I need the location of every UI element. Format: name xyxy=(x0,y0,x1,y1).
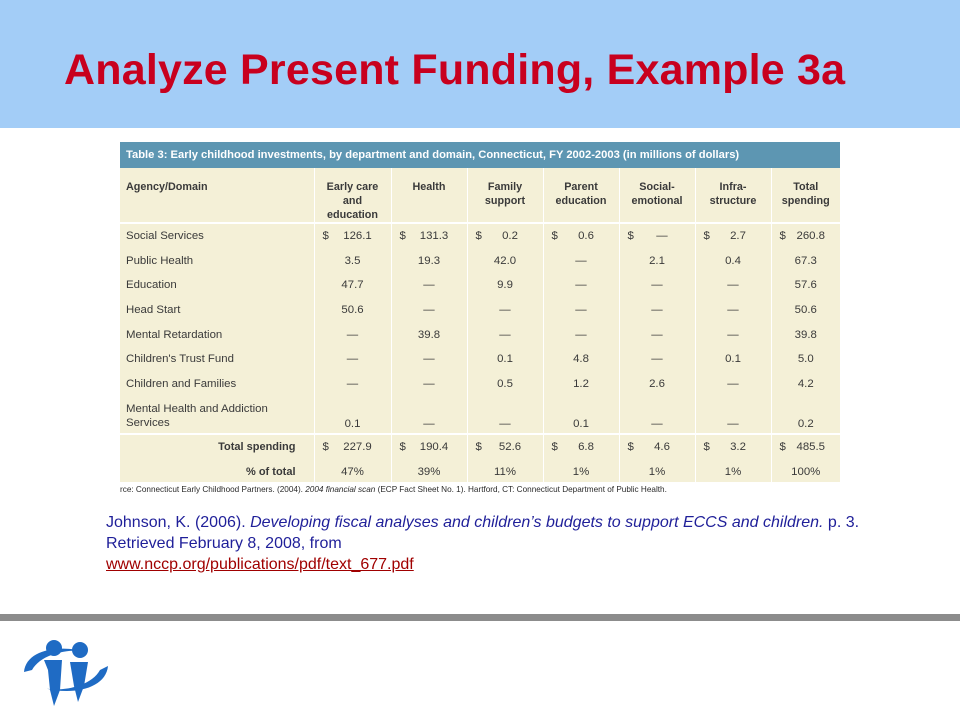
currency-symbol: $ xyxy=(551,230,558,243)
currency-symbol: $ xyxy=(703,441,710,454)
cell-value: 190.4 xyxy=(419,441,449,454)
col-header-social-emotional xyxy=(619,168,695,223)
col-header-line: support xyxy=(484,195,526,207)
cell-value: 4.6 xyxy=(654,441,670,454)
row-label: Mental Retardation xyxy=(126,328,223,341)
table-cell: 4.2 xyxy=(771,372,840,397)
table-row xyxy=(120,396,840,434)
funding-table-image xyxy=(120,142,840,482)
row-label: Head Start xyxy=(126,304,181,317)
table-cell: 2.6 xyxy=(619,372,695,397)
table-cell: — xyxy=(391,396,467,434)
table-cell: — xyxy=(467,298,543,323)
table-cell xyxy=(467,223,543,249)
table-cell: — xyxy=(619,298,695,323)
table-cell: 100% xyxy=(771,460,840,485)
row-label: Social Services xyxy=(126,230,204,243)
table-cell: — xyxy=(467,322,543,347)
cell-value: 131.3 xyxy=(419,230,449,243)
table-cell xyxy=(543,223,619,249)
table-cell: — xyxy=(695,372,771,397)
table-cell xyxy=(314,434,391,460)
cell-value: 6.8 xyxy=(578,441,594,454)
col-header-family-support xyxy=(467,168,543,223)
table-cell xyxy=(314,223,391,249)
table-cell: 0.1 xyxy=(695,347,771,372)
col-header-infrastructure xyxy=(695,168,771,223)
col-header-agency xyxy=(120,168,314,223)
citation-title: Developing fiscal analyses and children’s budgets to support ECCS and children. xyxy=(250,514,824,531)
percent-label: % of total xyxy=(246,466,296,479)
col-header-line: Early care xyxy=(326,181,379,193)
table-source-note xyxy=(120,485,667,494)
table-cell xyxy=(391,434,467,460)
table-cell xyxy=(695,223,771,249)
cell-value: 3.2 xyxy=(730,441,746,454)
col-header-total-spending xyxy=(771,168,840,223)
cell-value: 52.6 xyxy=(498,441,522,454)
col-header-early-care xyxy=(314,168,391,223)
table-cell: 11% xyxy=(467,460,543,485)
col-header-line: emotional xyxy=(631,195,683,207)
table-cell: 0.1 xyxy=(314,396,391,434)
col-header-line: spending xyxy=(781,195,830,207)
table-cell: — xyxy=(543,298,619,323)
citation-author: Johnson, K. (2006). xyxy=(106,514,251,531)
percent-row xyxy=(120,460,840,485)
table-cell xyxy=(467,434,543,460)
table-row xyxy=(120,347,840,372)
row-label: Education xyxy=(126,279,177,292)
currency-symbol: $ xyxy=(551,441,558,454)
table-cell: — xyxy=(391,372,467,397)
source-text: rce: Connecticut Early Childhood Partners. (2004). xyxy=(120,485,306,494)
table-cell: — xyxy=(314,372,391,397)
table-cell: 0.4 xyxy=(695,249,771,274)
currency-symbol: $ xyxy=(399,441,406,454)
table-cell xyxy=(695,434,771,460)
table-cell xyxy=(771,223,840,249)
source-text: (ECP Fact Sheet No. 1). Hartford, CT: Connecticut Department of Public Health. xyxy=(375,485,667,494)
cell-value: 126.1 xyxy=(343,230,372,243)
table-cell: — xyxy=(391,298,467,323)
table-cell: 0.1 xyxy=(543,396,619,434)
table-cell: — xyxy=(695,273,771,298)
table-row xyxy=(120,273,840,298)
table-cell xyxy=(619,223,695,249)
table-cell: — xyxy=(314,322,391,347)
row-label-line: Services xyxy=(126,417,170,430)
table-cell: 39.8 xyxy=(771,322,840,347)
col-header-line: Social- xyxy=(639,181,675,193)
cell-value: 2.7 xyxy=(730,230,746,243)
col-header-line: Total xyxy=(793,181,819,193)
slide-title: Analyze Present Funding, Example 3a xyxy=(64,46,846,94)
col-header-health xyxy=(391,168,467,223)
table-cell: 50.6 xyxy=(771,298,840,323)
citation-retrieved: p. 3. Retrieved February 8, 2008, from xyxy=(106,514,860,552)
table-cell: 2.1 xyxy=(619,249,695,274)
table-cell: 1% xyxy=(543,460,619,485)
row-label-line: Mental Health and Addiction xyxy=(126,403,268,416)
currency-symbol: $ xyxy=(779,230,786,243)
cell-value: 485.5 xyxy=(796,441,825,454)
table-row xyxy=(120,223,840,249)
table-cell: 1% xyxy=(695,460,771,485)
citation-link[interactable]: www.nccp.org/publications/pdf/text_677.pdf xyxy=(106,556,414,573)
table-cell: 0.1 xyxy=(467,347,543,372)
table-cell: 42.0 xyxy=(467,249,543,274)
col-header-line: Parent xyxy=(564,181,598,193)
table-cell xyxy=(391,223,467,249)
table-cell: — xyxy=(695,298,771,323)
cell-value: 227.9 xyxy=(343,441,372,454)
table-cell: 39.8 xyxy=(391,322,467,347)
currency-symbol: $ xyxy=(627,230,634,243)
cell-value: 260.8 xyxy=(796,230,825,243)
table-header-row xyxy=(120,168,840,223)
table-cell: 5.0 xyxy=(771,347,840,372)
row-label: Public Health xyxy=(126,254,194,267)
table-cell: — xyxy=(391,347,467,372)
currency-symbol: $ xyxy=(475,230,482,243)
table-cell xyxy=(543,434,619,460)
total-label: Total spending xyxy=(120,434,314,460)
table-cell: — xyxy=(619,273,695,298)
funding-table xyxy=(120,168,840,484)
table-row xyxy=(120,298,840,323)
citation xyxy=(106,512,906,575)
table-cell: — xyxy=(619,322,695,347)
table-cell: 9.9 xyxy=(467,273,543,298)
footer-divider xyxy=(0,614,960,621)
people-circle-logo-icon xyxy=(18,626,114,710)
row-label: Children's Trust Fund xyxy=(126,353,234,366)
table-cell: 3.5 xyxy=(314,249,391,274)
total-row xyxy=(120,434,840,460)
currency-symbol: $ xyxy=(475,441,482,454)
col-header-agency-text: Agency/Domain xyxy=(126,181,208,193)
table-cell: 0.5 xyxy=(467,372,543,397)
table-cell xyxy=(619,434,695,460)
table-cell: — xyxy=(695,322,771,347)
currency-symbol: $ xyxy=(627,441,634,454)
currency-symbol: $ xyxy=(779,441,786,454)
table-cell: — xyxy=(314,347,391,372)
table-cell: 0.2 xyxy=(771,396,840,434)
table-caption: Table 3: Early childhood investments, by department and domain, Connecticut, FY 2002-2003 (in millions of dollars) xyxy=(120,142,840,168)
table-cell: — xyxy=(619,347,695,372)
cell-value: 0.6 xyxy=(578,230,594,243)
table-cell: — xyxy=(619,396,695,434)
table-cell: — xyxy=(543,249,619,274)
currency-symbol: $ xyxy=(322,230,329,243)
table-cell: 47.7 xyxy=(314,273,391,298)
table-cell xyxy=(771,434,840,460)
source-title: 2004 financial scan xyxy=(305,485,376,494)
table-cell: 57.6 xyxy=(771,273,840,298)
table-cell: 1% xyxy=(619,460,695,485)
row-label: Children and Families xyxy=(126,377,237,390)
col-header-line: and education xyxy=(327,195,378,221)
col-header-line: Family xyxy=(487,181,523,193)
col-header-line: Health xyxy=(412,181,446,193)
table-row xyxy=(120,372,840,397)
cell-value: 0.2 xyxy=(502,230,518,243)
col-header-line: structure xyxy=(709,195,757,207)
table-cell: 47% xyxy=(314,460,391,485)
table-cell: 19.3 xyxy=(391,249,467,274)
table-cell: — xyxy=(543,322,619,347)
currency-symbol: $ xyxy=(399,230,406,243)
table-row xyxy=(120,249,840,274)
table-cell: — xyxy=(695,396,771,434)
table-cell: — xyxy=(467,396,543,434)
table-cell: — xyxy=(391,273,467,298)
table-cell: 50.6 xyxy=(314,298,391,323)
cell-value: — xyxy=(656,230,668,243)
currency-symbol: $ xyxy=(322,441,329,454)
table-cell: 4.8 xyxy=(543,347,619,372)
table-cell: — xyxy=(543,273,619,298)
row-label xyxy=(120,396,314,434)
currency-symbol: $ xyxy=(703,230,710,243)
col-header-parent-education xyxy=(543,168,619,223)
table-row xyxy=(120,322,840,347)
col-header-line: Infra- xyxy=(719,181,747,193)
table-cell: 1.2 xyxy=(543,372,619,397)
table-cell: 67.3 xyxy=(771,249,840,274)
table-cell: 39% xyxy=(391,460,467,485)
col-header-line: education xyxy=(555,195,607,207)
